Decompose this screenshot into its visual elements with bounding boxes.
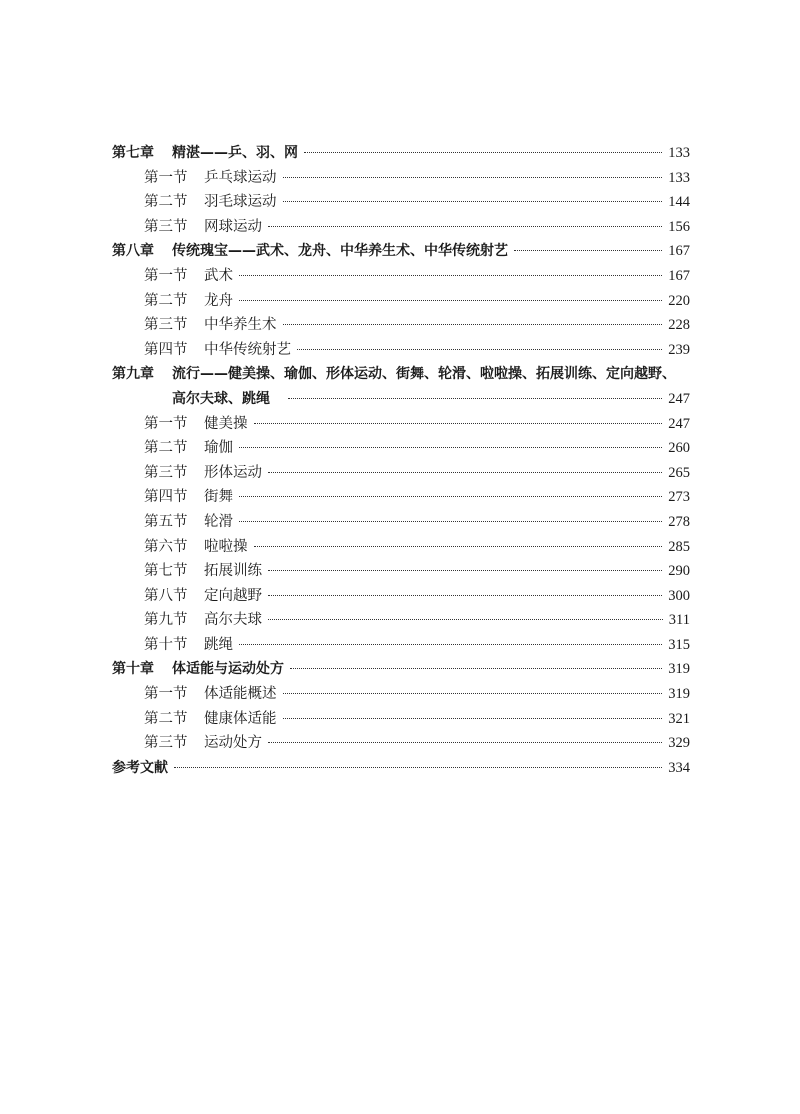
page-number: 247 [668, 390, 690, 407]
page-number: 319 [668, 661, 690, 678]
toc-section[interactable] [112, 412, 690, 437]
dot-leader [239, 275, 662, 276]
section-number: 第八节 [144, 587, 188, 604]
section-number: 第一节 [144, 267, 188, 284]
dot-leader [304, 152, 662, 153]
dot-leader [268, 595, 662, 596]
page-number: 133 [668, 169, 690, 186]
toc-section[interactable] [112, 731, 690, 756]
section-title: 形体运动 [204, 464, 262, 481]
page-number: 260 [668, 440, 690, 457]
toc-section[interactable] [112, 264, 690, 289]
toc-section[interactable] [112, 633, 690, 658]
section-title: 瑜伽 [204, 440, 233, 457]
section-title: 啦啦操 [204, 538, 248, 555]
section-title: 网球运动 [204, 218, 262, 235]
section-title: 武术 [204, 267, 233, 284]
page-number: 133 [668, 145, 690, 161]
toc-chapter-10[interactable] [112, 657, 690, 682]
dot-leader [254, 423, 663, 424]
dot-leader [239, 644, 662, 645]
section-title: 龙舟 [204, 292, 233, 309]
section-number: 第九节 [144, 612, 188, 629]
toc-section[interactable] [112, 707, 690, 732]
section-number: 第二节 [144, 440, 188, 457]
chapter-title: 体适能与运动处方 [172, 661, 284, 678]
chapter-title: 精湛——乒、羽、网 [172, 145, 298, 161]
dot-leader [268, 742, 662, 743]
dot-leader [174, 767, 662, 768]
page-number: 239 [668, 341, 690, 358]
section-number: 第三节 [144, 218, 188, 235]
dot-leader [283, 201, 663, 202]
section-number: 第二节 [144, 710, 188, 727]
toc-section[interactable] [112, 190, 690, 215]
toc-chapter-8[interactable] [112, 239, 690, 264]
dot-leader [283, 693, 663, 694]
page-number: 220 [668, 292, 690, 309]
chapter-title: 传统瑰宝——武术、龙舟、中华养生术、中华传统射艺 [172, 243, 508, 260]
section-number: 第四节 [144, 489, 188, 506]
page-number: 167 [668, 267, 690, 284]
section-title: 拓展训练 [204, 563, 262, 580]
toc-section[interactable] [112, 682, 690, 707]
section-title: 体适能概述 [204, 686, 277, 703]
section-title: 乒乓球运动 [204, 169, 277, 186]
toc-section[interactable] [112, 436, 690, 461]
dot-leader [297, 349, 662, 350]
section-number: 第一节 [144, 415, 188, 432]
toc-section[interactable] [112, 608, 690, 633]
section-number: 第一节 [144, 169, 188, 186]
toc-section[interactable] [112, 166, 690, 191]
toc-chapter-9-continued[interactable] [112, 387, 690, 412]
section-number: 第三节 [144, 464, 188, 481]
dot-leader [254, 546, 663, 547]
section-number: 第四节 [144, 341, 188, 358]
page-number: 228 [668, 317, 690, 334]
toc-references[interactable] [112, 756, 690, 781]
dot-leader [239, 300, 662, 301]
section-title: 中华养生术 [204, 317, 277, 334]
section-title: 街舞 [204, 489, 233, 506]
page-number: 321 [668, 710, 690, 727]
chapter-number: 第十章 [112, 661, 154, 678]
chapter-title-line-1: 流行——健美操、瑜伽、形体运动、街舞、轮滑、啦啦操、拓展训练、定向越野、 [172, 366, 676, 383]
section-title: 中华传统射艺 [204, 341, 291, 358]
section-number: 第二节 [144, 292, 188, 309]
section-title: 羽毛球运动 [204, 194, 277, 211]
section-number: 第六节 [144, 538, 188, 555]
toc-section[interactable] [112, 535, 690, 560]
section-number: 第七节 [144, 563, 188, 580]
dot-leader [239, 496, 662, 497]
page-number: 290 [668, 563, 690, 580]
page-number: 278 [668, 513, 690, 530]
page-number: 300 [668, 587, 690, 604]
toc-section[interactable] [112, 313, 690, 338]
toc-chapter-9[interactable] [112, 362, 690, 387]
dot-leader [268, 570, 662, 571]
section-title: 健康体适能 [204, 710, 277, 727]
page-number: 285 [668, 538, 690, 555]
toc-section[interactable] [112, 289, 690, 314]
page-number: 329 [668, 735, 690, 752]
page-number: 334 [668, 759, 690, 776]
section-title: 定向越野 [204, 587, 262, 604]
page-number: 315 [668, 636, 690, 653]
dot-leader [290, 668, 662, 669]
section-title: 健美操 [204, 415, 248, 432]
page-number: 265 [668, 464, 690, 481]
dot-leader [514, 250, 662, 251]
dot-leader [283, 177, 663, 178]
dot-leader [268, 226, 662, 227]
page-number: 311 [668, 612, 690, 629]
toc-section[interactable] [112, 510, 690, 535]
section-number: 第十节 [144, 636, 188, 653]
toc-section[interactable] [112, 215, 690, 240]
toc-chapter-7[interactable] [112, 141, 690, 166]
chapter-number: 第八章 [112, 243, 154, 260]
page-number: 144 [668, 194, 690, 211]
toc-section[interactable] [112, 559, 690, 584]
page-number: 167 [668, 243, 690, 260]
toc-section[interactable] [112, 338, 690, 363]
table-of-contents [112, 141, 690, 780]
page-number: 156 [668, 218, 690, 235]
toc-section[interactable] [112, 584, 690, 609]
section-title: 跳绳 [204, 636, 233, 653]
dot-leader [268, 472, 662, 473]
section-number: 第三节 [144, 317, 188, 334]
section-number: 第一节 [144, 686, 188, 703]
dot-leader [268, 619, 663, 620]
section-title: 轮滑 [204, 513, 233, 530]
dot-leader [283, 324, 663, 325]
section-title: 运动处方 [204, 735, 262, 752]
toc-section[interactable] [112, 485, 690, 510]
page-number: 319 [668, 686, 690, 703]
references-title: 参考文献 [112, 759, 168, 776]
dot-leader [239, 521, 662, 522]
section-title: 高尔夫球 [204, 612, 262, 629]
dot-leader [239, 447, 662, 448]
page-number: 247 [668, 415, 690, 432]
page-number: 273 [668, 489, 690, 506]
dot-leader [288, 398, 662, 399]
chapter-number: 第九章 [112, 366, 154, 383]
dot-leader [283, 718, 663, 719]
chapter-title-line-2: 高尔夫球、跳绳 [172, 390, 270, 407]
section-number: 第二节 [144, 194, 188, 211]
chapter-number: 第七章 [112, 145, 154, 161]
section-number: 第三节 [144, 735, 188, 752]
section-number: 第五节 [144, 513, 188, 530]
toc-section[interactable] [112, 461, 690, 486]
